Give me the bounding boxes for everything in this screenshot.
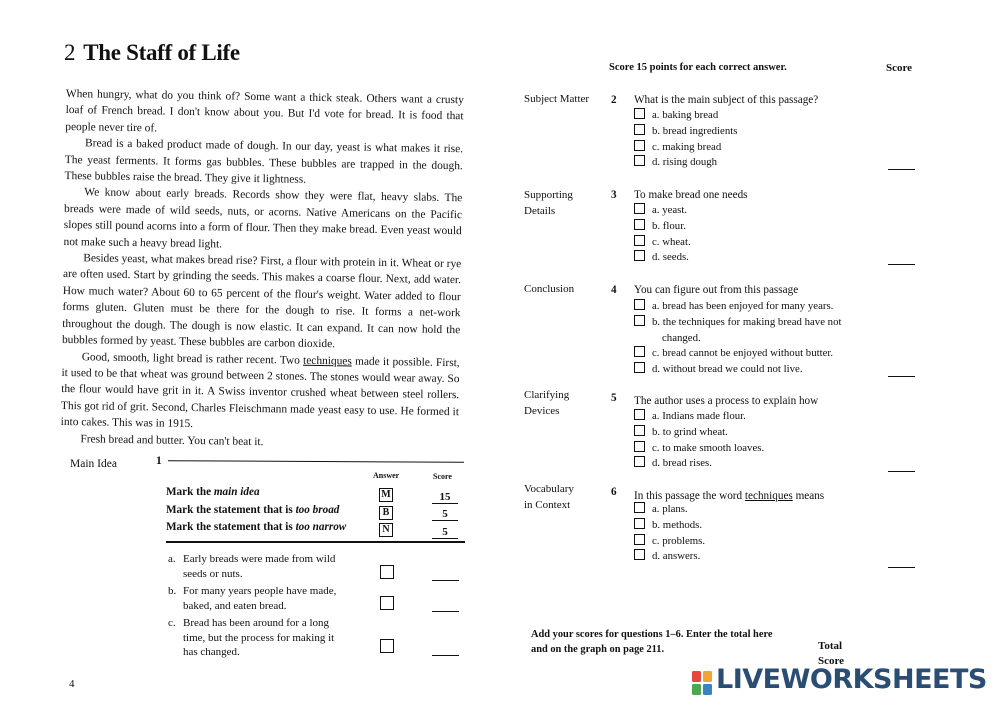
passage-paragraph [61,348,460,436]
answer-options [634,108,737,171]
question-category [524,92,589,108]
page-marker: 4 [69,678,75,690]
score-value: 5 [432,526,458,539]
question-number: 4 [611,284,617,296]
question-category [524,188,573,219]
statement-letter: b. [168,585,177,597]
checkbox[interactable] [634,315,645,326]
option-text: c. problems. [652,534,706,547]
checkbox[interactable] [634,425,645,436]
checkbox[interactable] [634,140,645,151]
category-text: Conclusion [524,283,575,295]
option-text: b. flour. [652,219,686,232]
answer-option[interactable] [634,155,737,171]
score-blank[interactable] [432,655,459,656]
answer-column-header: Answer [373,471,400,480]
option-text: c. making bread [652,140,722,153]
option-text: c. to make smooth loaves. [652,441,765,454]
score-value: 5 [432,508,458,521]
category-text: in Context [524,498,571,511]
liveworksheets-logo-icon [692,671,712,695]
question-text [634,490,824,502]
instruction-line: Add your scores for questions 1–6. Enter the total here [531,629,773,640]
instruction-line: and on the graph on page 211. [531,643,665,655]
checkbox[interactable] [634,456,645,467]
option-text: a. bread has been enjoyed for many years. [652,300,834,312]
score-blank[interactable] [888,264,915,265]
answer-option[interactable] [634,108,737,124]
statement-text: baked, and eaten bread. [183,599,287,612]
category-text: Devices [524,404,560,417]
passage-text: made it possible. First, it used to be that wheat was ground between 2 stones. The stones would wear away. So the flour would have grit in it. A Swiss inventor crushed wheat between steel rollers. This got rid of grit. Second, Charles Fleischmann made yeast easy to use. He formed it into cakes. This was in 1915. [60,355,460,431]
answer-option[interactable] [634,441,764,457]
mark-emphasis: too narrow [295,521,347,533]
category-text: Supporting [524,189,573,201]
score-blank[interactable] [888,471,915,472]
option-text: b. bread ingredients [652,124,738,137]
answer-options [634,502,705,565]
checkbox[interactable] [634,219,645,230]
category-text: Clarifying [524,389,570,401]
statement-item [168,552,358,581]
answer-letter-box: B [379,506,393,520]
checkbox[interactable] [634,346,645,357]
statement-item [168,584,358,613]
option-text: a. Indians made flour. [652,410,746,422]
checkbox[interactable] [634,518,645,529]
answer-option[interactable] [634,409,764,425]
statement-text: Early breads were made from wild [183,553,336,565]
option-text: changed. [662,331,701,344]
total-instructions [531,628,811,657]
score-value: 15 [432,491,458,504]
chapter-number: 2 [64,40,76,65]
checkbox[interactable] [634,502,645,513]
mark-text: Mark the statement that is [166,521,296,533]
answer-option[interactable] [634,346,841,362]
statement-text: time, but the process for making it [183,631,335,644]
main-idea-label: Main Idea [70,458,117,470]
mark-instruction [166,486,466,498]
answer-options [634,299,841,378]
underlined-word: techniques [744,490,793,502]
answer-option[interactable] [634,502,705,518]
question-text: What is the main subject of this passage? [634,94,819,106]
reading-passage [60,86,464,453]
mark-instruction [166,521,466,533]
mark-text: Mark the statement that is [166,504,296,516]
answer-checkbox[interactable] [380,596,394,610]
checkbox[interactable] [634,250,645,261]
checkbox[interactable] [634,549,645,560]
checkbox[interactable] [634,534,645,545]
question-category [524,482,574,513]
answer-option[interactable] [634,315,841,347]
answer-option[interactable] [634,124,737,140]
statement-text: Bread has been around for a long [183,617,330,629]
checkbox[interactable] [634,124,645,135]
option-text: c. wheat. [652,235,691,248]
checkbox[interactable] [634,155,645,166]
score-blank[interactable] [432,611,459,612]
option-text: d. without bread we could not live. [652,363,803,376]
question-number: 5 [611,392,617,404]
answer-checkbox[interactable] [380,565,394,579]
checkbox[interactable] [634,299,645,310]
answer-letter-box: M [379,488,393,502]
option-text: b. methods. [652,518,703,531]
option-text: d. rising dough [652,156,718,169]
mark-text: Mark the [166,486,214,498]
passage-paragraph: Fresh bread and butter. You can't beat it. [80,432,264,448]
question-text: To make bread one needs [634,189,748,201]
answer-option[interactable] [634,362,841,378]
option-text: c. bread cannot be enjoyed without butter. [652,347,834,360]
checkbox[interactable] [634,235,645,246]
answer-options [634,203,691,266]
score-instruction: Score 15 points for each correct answer. [609,62,787,73]
page-title [64,40,240,66]
answer-option[interactable] [634,235,691,251]
divider [168,460,464,463]
passage-paragraph: Bread is a baked product made of dough. In our day, yeast is what makes it rise. The yeast ferments. It forms gas bubbles. These bubbles are trapped in the dough. These bubbles raise the bread. They give it lightness. [64,137,464,186]
underlined-word: techniques [303,354,352,368]
category-text: Details [524,204,556,217]
option-text: d. seeds. [652,251,689,264]
score-blank[interactable] [888,567,915,568]
question-text-part: In this passage the word [634,490,745,502]
answer-options [634,409,764,472]
question-text: You can figure out from this passage [634,284,799,296]
checkbox[interactable] [634,108,645,119]
score-blank[interactable] [888,376,915,377]
score-column-header: Score [433,472,452,481]
brand-name: LIVEWORKSHEETS [716,664,987,695]
chapter-title: The Staff of Life [83,40,240,65]
passage-paragraph: We know about early breads. Records show they were flat, heavy slabs. The breads were made of wild seeds, nuts, or acorns. Native Americans on the Pacific slopes still pound acorns into a form of flour. Then they make bread. Even yeast would not make such a heavy bread light. [63,186,463,251]
mark-instruction [166,504,466,516]
total-label-line: Score [818,655,845,667]
category-text: Vocabulary [524,483,574,495]
answer-letter-box: N [379,523,393,537]
checkbox[interactable] [634,409,645,420]
passage-paragraph: Besides yeast, what makes bread rise? First, a flour with protein in it. Wheat or rye are often used. Start by grinding the seeds. This makes a coarse flour. Next, add water. How much water? About 60 to 65 percent of the flour's weight. Water added to flour forms gluten. Gluten must be there for the dough to rise. It forms a net-work throughout the dough. The dough is now elastic. It can expand. It can now hold the bubbles formed by yeast. These bubbles are carbon dioxide. [61,252,462,351]
score-blank[interactable] [888,169,915,170]
statement-letter: c. [168,617,176,629]
checkbox[interactable] [634,203,645,214]
answer-option[interactable] [634,299,841,315]
mark-emphasis: main idea [213,486,260,498]
answer-option[interactable] [634,518,705,534]
answer-option[interactable] [634,456,764,472]
mark-emphasis: too broad [295,504,340,516]
statement-item [168,616,358,660]
statement-letter: a. [168,553,176,565]
passage-text: Good, smooth, light bread is rather recent. Two [81,350,304,367]
option-text: a. plans. [652,503,688,515]
answer-option[interactable] [634,203,691,219]
answer-option[interactable] [634,250,691,266]
checkbox[interactable] [634,441,645,452]
question-number: 1 [156,455,162,467]
option-text: d. bread rises. [652,457,712,470]
question-category [524,388,569,419]
passage-paragraph: When hungry, what do you think of? Some want a thick steak. Others want a crusty loaf of French bread. I don't know about you. But I'd vote for bread. It is food that people never tire of. [65,87,464,135]
answer-option[interactable] [634,140,737,156]
option-text: a. baking bread [652,109,719,121]
question-text-part: means [792,490,825,502]
answer-checkbox[interactable] [380,639,394,653]
answer-option[interactable] [634,425,764,441]
question-number: 2 [611,94,617,106]
checkbox[interactable] [634,362,645,373]
statement-text: has changed. [183,646,240,658]
answer-option[interactable] [634,549,705,565]
answer-option[interactable] [634,534,705,550]
statement-text: seeds or nuts. [183,567,243,580]
divider [166,541,465,543]
question-text: The author uses a process to explain how [634,395,819,407]
statement-text: For many years people have made, [183,585,337,597]
question-number: 3 [611,189,617,201]
option-text: b. the techniques for making bread have not [652,315,842,328]
category-text: Subject Matter [524,93,590,105]
option-text: d. answers. [652,550,701,563]
option-text: a. yeast. [652,204,688,216]
total-label-line: Total [818,640,843,652]
question-number: 6 [611,486,617,498]
score-column-header: Score [886,62,913,74]
question-category [524,282,574,298]
answer-option[interactable] [634,219,691,235]
score-blank[interactable] [432,580,459,581]
option-text: b. to grind wheat. [652,425,728,438]
